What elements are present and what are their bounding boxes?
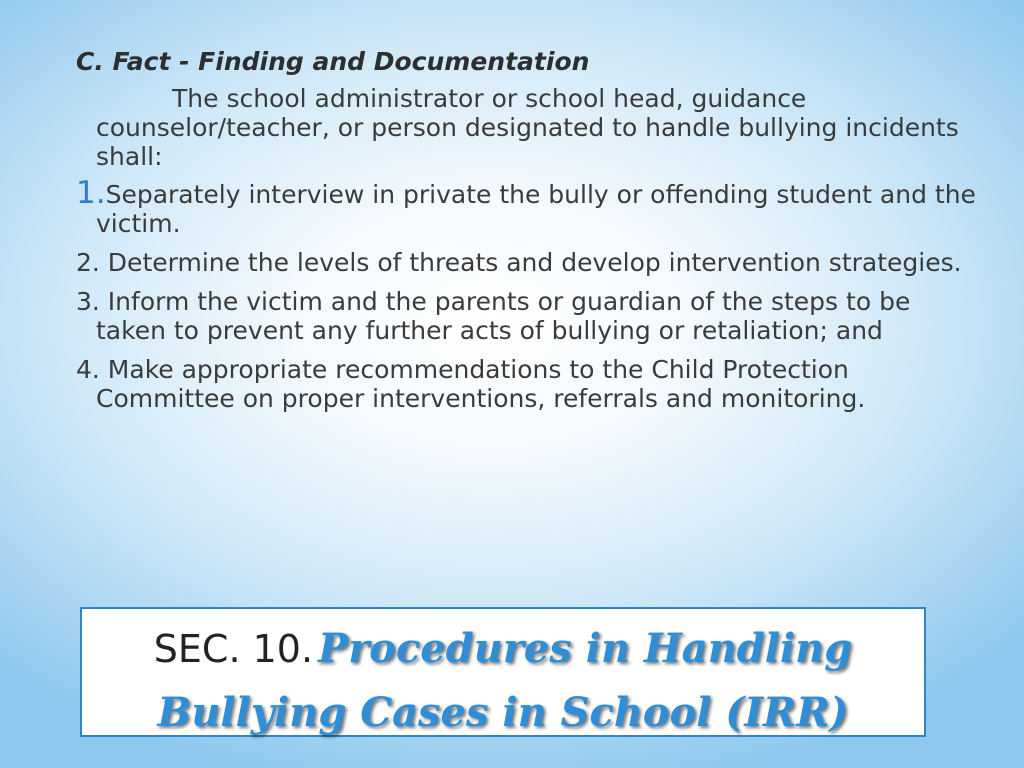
list-item bbox=[76, 287, 976, 345]
item-number: 4. bbox=[76, 355, 100, 384]
section-title-part-1: Procedures in Handling bbox=[318, 625, 853, 672]
title-line-1 bbox=[82, 621, 924, 685]
section-heading: C. Fact - Finding and Documentation bbox=[76, 47, 590, 76]
item-text: Make appropriate recommendations to the Child Protection Committee on proper interventions, referrals and monitoring. bbox=[96, 355, 866, 413]
item-number: 2. bbox=[76, 248, 100, 277]
section-number: SEC. 10. bbox=[153, 627, 314, 671]
procedure-list bbox=[76, 175, 976, 413]
item-text: Inform the victim and the parents or guardian of the steps to be taken to prevent any further acts of bullying or retaliation; and bbox=[96, 287, 911, 345]
list-item bbox=[76, 175, 976, 238]
list-item bbox=[76, 355, 976, 413]
item-text: Separately interview in private the bully or offending student and the victim. bbox=[96, 180, 976, 238]
item-text: Determine the levels of threats and develop intervention strategies. bbox=[99, 248, 962, 277]
intro-paragraph: The school administrator or school head, guidance counselor/teacher, or person designated to handle bullying incidents shall: bbox=[96, 84, 959, 171]
slide-content bbox=[76, 44, 976, 413]
list-item bbox=[76, 248, 976, 277]
section-title-part-2: Bullying Cases in School (IRR) bbox=[157, 689, 849, 736]
item-number: 3. bbox=[76, 287, 100, 316]
section-title-box bbox=[80, 607, 926, 737]
item-number: 1. bbox=[76, 175, 106, 211]
title-line-2 bbox=[82, 685, 924, 749]
